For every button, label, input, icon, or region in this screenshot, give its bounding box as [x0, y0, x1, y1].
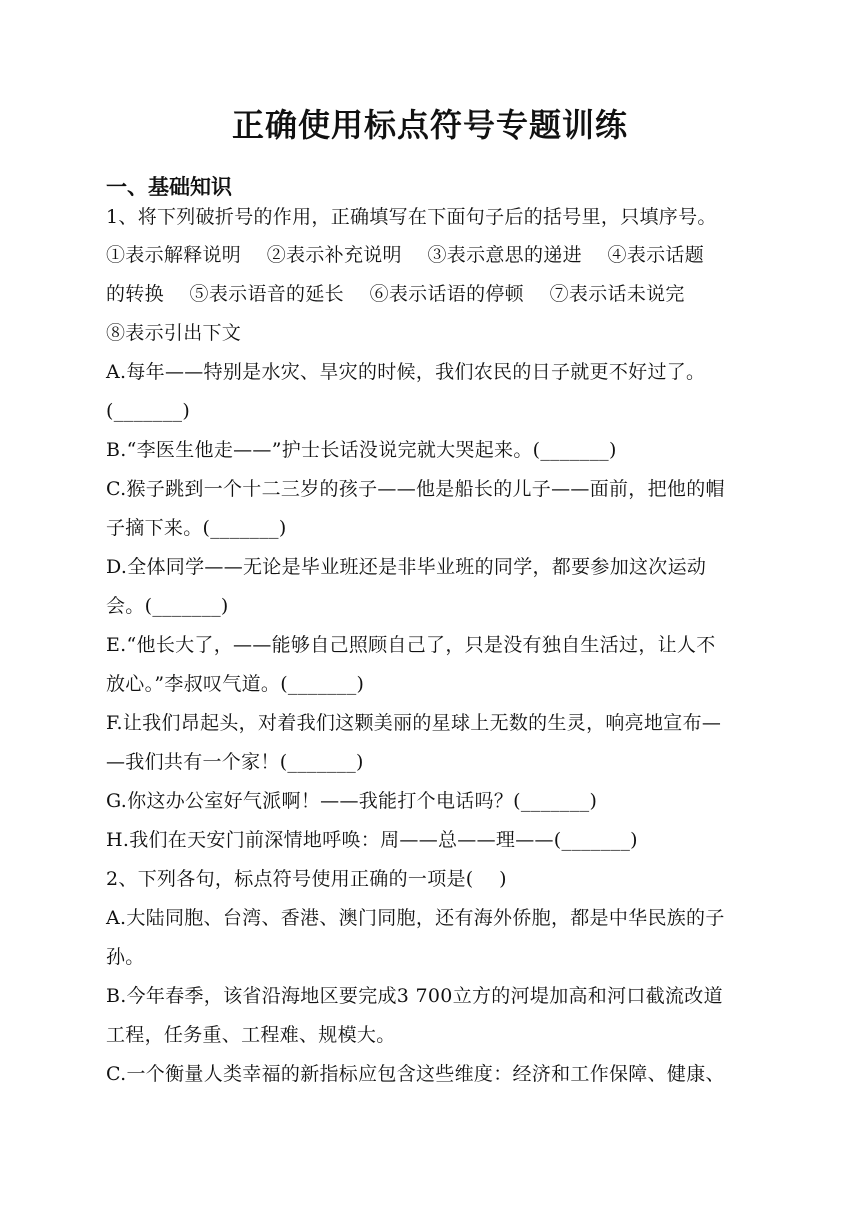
- text-line: D.全体同学——无论是毕业班还是非毕业班的同学，都要参加这次运动: [106, 556, 707, 578]
- text-line: G.你这办公室好气派啊！——我能打个电话吗？(_______): [106, 790, 598, 812]
- text-line: A.大陆同胞、台湾、香港、澳门同胞，还有海外侨胞，都是中华民族的子: [106, 907, 725, 929]
- text-line: 1、将下列破折号的作用，正确填写在下面句子后的括号里，只填序号。: [106, 206, 717, 228]
- text-line: 的转换 ⑤表示语音的延长 ⑥表示话语的停顿 ⑦表示话未说完: [106, 283, 685, 305]
- text-line: C.一个衡量人类幸福的新指标应包含这些维度：经济和工作保障、健康、: [106, 1063, 725, 1085]
- text-line: B.“李医生他走——”护士长话没说完就大哭起来。(_______): [106, 439, 617, 461]
- section-heading-basics: 一、基础知识: [106, 175, 232, 199]
- text-line: C.猴子跳到一个十二三岁的孩子——他是船长的儿子——面前，把他的帽: [106, 478, 725, 500]
- text-line: 工程，任务重、工程难、规模大。: [106, 1024, 396, 1046]
- text-line: E.“他长大了，——能够自己照顾自己了，只是没有独自生活过，让人不: [106, 634, 716, 656]
- text-line: 子摘下来。(_______): [106, 517, 287, 539]
- text-line: B.今年春季，该省沿海地区要完成3 700立方的河堤加高和河口截流改道: [106, 985, 723, 1007]
- text-line: A.每年——特别是水灾、旱灾的时候，我们农民的日子就更不好过了。: [106, 361, 706, 383]
- text-line: 孙。: [106, 946, 145, 968]
- text-line: F.让我们昂起头，对着我们这颗美丽的星球上无数的生灵，响亮地宣布—: [106, 712, 722, 734]
- text-line: 会。(_______): [106, 595, 229, 617]
- text-line: H.我们在天安门前深情地呼唤：周——总——理——(_______): [106, 829, 638, 851]
- text-line: —我们共有一个家！(_______): [106, 751, 364, 773]
- text-line: ⑧表示引出下文: [106, 322, 242, 344]
- text-line: (_______): [106, 400, 191, 422]
- text-line: ①表示解释说明 ②表示补充说明 ③表示意思的递进 ④表示话题: [106, 244, 705, 266]
- text-line: 放心。”李叔叹气道。(_______): [106, 673, 365, 695]
- page-title: 正确使用标点符号专题训练: [231, 106, 628, 144]
- text-line: 2、下列各句，标点符号使用正确的一项是( ): [106, 868, 507, 890]
